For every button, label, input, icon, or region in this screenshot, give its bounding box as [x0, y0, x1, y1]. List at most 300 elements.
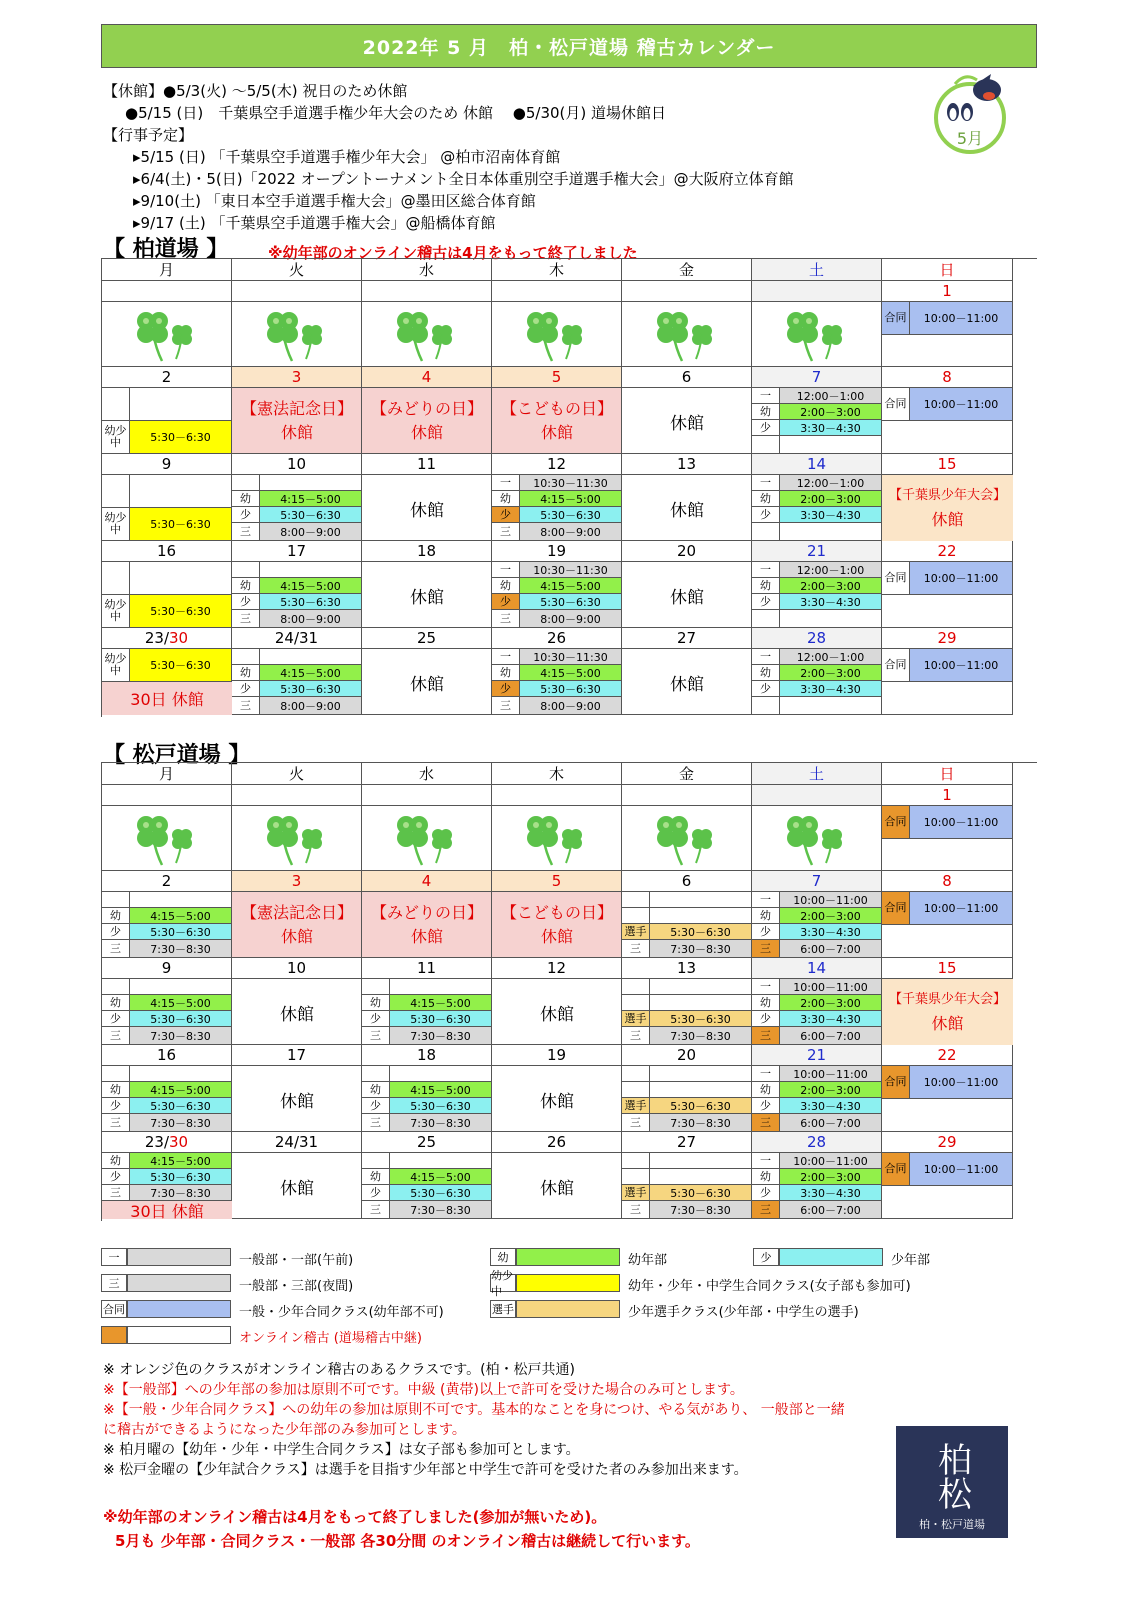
- note-1: ※ オレンジ色のクラスがオンライン稽古のあるクラスです。(柏・松戸共通): [103, 1362, 576, 1378]
- date-30: 30: [169, 1133, 189, 1151]
- class-tag: 幼: [102, 1153, 130, 1169]
- class-tag: 一: [752, 649, 780, 665]
- holiday-label: [492, 388, 622, 454]
- date-number: 1: [882, 785, 1013, 806]
- class-tag-empty: [232, 562, 260, 578]
- class-tag: 幼: [102, 995, 130, 1011]
- date-number: 19: [492, 541, 622, 562]
- clover-icon: [386, 305, 466, 365]
- holiday-text: 休館: [540, 927, 573, 946]
- date-number: 6: [622, 871, 752, 892]
- date-number: 18: [362, 541, 492, 562]
- class-time-empty: [780, 697, 882, 715]
- class-tag: 幼: [492, 578, 520, 594]
- class-time: 5:30－6:30: [260, 594, 362, 610]
- class-time-empty: [260, 475, 362, 491]
- closed-label: 休館: [410, 423, 443, 442]
- class-tag: 少: [492, 681, 520, 697]
- class-tag: 選手: [622, 1011, 650, 1027]
- legend-swatch: [127, 1326, 231, 1344]
- legend-swatch-tag: [101, 1326, 127, 1344]
- class-tag: 一: [492, 649, 520, 665]
- kashiwa-title: 【 柏道場 】: [103, 237, 229, 262]
- class-time-empty: [650, 1082, 752, 1098]
- class-tag: 幼: [492, 491, 520, 507]
- day-header: 木: [492, 259, 622, 281]
- date-number: 28: [752, 628, 882, 649]
- day-header: 月: [102, 259, 232, 281]
- date-number: 4: [362, 871, 492, 892]
- class-tag: 幼: [752, 665, 780, 681]
- class-time: 4:15－5:00: [390, 1169, 492, 1185]
- date-number: [622, 785, 752, 806]
- class-tag-empty: [362, 979, 390, 995]
- class-time: 4:15－5:00: [260, 578, 362, 594]
- closed-label: 休館: [670, 500, 704, 521]
- class-tag: 一: [752, 388, 780, 404]
- date-number: 8: [882, 367, 1013, 388]
- badge-month: 5月: [956, 129, 984, 148]
- closed-label: 休館: [540, 1091, 574, 1112]
- note-3b: に稽古ができるようになった少年部のみ参加可とします。: [103, 1422, 466, 1438]
- class-tag-empty: [102, 979, 130, 995]
- class-tag: 一: [752, 1153, 780, 1169]
- closed-label: 休館: [280, 423, 313, 442]
- holiday-name: 【こどもの日】: [500, 399, 613, 418]
- class-tag: 三: [622, 1114, 650, 1132]
- class-tag: 三: [362, 1201, 390, 1219]
- class-time-empty: [130, 1066, 232, 1082]
- date-number: 9: [102, 958, 232, 979]
- legend-tag: 少: [753, 1248, 779, 1266]
- class-time: 3:30－4:30: [780, 594, 882, 610]
- class-time: 7:30－8:30: [130, 1114, 232, 1132]
- clover-icon: [516, 305, 596, 365]
- class-time: 4:15－5:00: [390, 1082, 492, 1098]
- date-number: 24/31: [232, 1132, 362, 1153]
- date-number: [622, 281, 752, 302]
- class-tag: 少: [102, 1011, 130, 1027]
- class-tag: 幼: [232, 578, 260, 594]
- class-time: 7:30－8:30: [130, 1027, 232, 1045]
- clover-icon: [256, 305, 336, 365]
- class-tag-empty: [362, 1153, 390, 1169]
- class-time: 4:15－5:00: [130, 908, 232, 924]
- tournament-closed: [882, 475, 1013, 541]
- class-time: 5:30－6:30: [130, 1098, 232, 1114]
- date-number: 11: [362, 958, 492, 979]
- holiday-label: [492, 892, 622, 958]
- announcements: [103, 80, 923, 234]
- note-4: ※ 柏月曜の【幼年・少年・中学生合同クラス】は女子部も参加可とします。: [103, 1442, 580, 1458]
- class-tag: 幼: [362, 1082, 390, 1098]
- class-tag-empty: [752, 610, 780, 628]
- date-number: 15: [882, 958, 1013, 979]
- day-header: 日: [882, 259, 1013, 281]
- date-number: 19: [492, 1045, 622, 1066]
- holiday-label: [232, 892, 362, 958]
- class-tag-empty: [752, 436, 780, 454]
- class-tag: 少: [102, 1169, 130, 1185]
- class-time-empty: [390, 1066, 492, 1082]
- class-tag: 合同: [882, 806, 910, 839]
- class-tag: 三: [622, 1027, 650, 1045]
- legend-tag: 一: [101, 1248, 127, 1266]
- class-time: 2:00－3:00: [780, 665, 882, 681]
- date-number: 16: [102, 1045, 232, 1066]
- class-time: 5:30－6:30: [260, 507, 362, 523]
- class-tag-empty: [622, 1066, 650, 1082]
- class-tag: 三: [232, 610, 260, 628]
- date-number: 27: [622, 628, 752, 649]
- date-number: 24/31: [232, 628, 362, 649]
- class-tag-empty: [232, 649, 260, 665]
- class-time-empty: [650, 979, 752, 995]
- legend-swatch: [127, 1248, 231, 1266]
- class-tag: 三: [752, 1114, 780, 1132]
- closed-label: 休館: [280, 1091, 314, 1112]
- closed-label: 休館: [670, 413, 704, 434]
- legend-label: 少年選手クラス(少年部・中学生の選手): [628, 1305, 859, 1320]
- class-tag: 合同: [882, 892, 910, 925]
- tournament-text: 【千葉県少年大会】: [888, 992, 1006, 1007]
- class-time: 7:30－8:30: [650, 940, 752, 958]
- date-number: 1: [882, 281, 1013, 302]
- class-tag: 少: [102, 1098, 130, 1114]
- class-time: 10:30－11:30: [520, 562, 622, 578]
- class-tag: 少: [752, 507, 780, 523]
- class-time: 5:30－6:30: [650, 924, 752, 940]
- class-tag-empty: [102, 475, 130, 508]
- class-tag: 少: [492, 594, 520, 610]
- class-time: 8:00－9:00: [260, 697, 362, 715]
- class-tag: 少: [752, 1011, 780, 1027]
- legend-swatch: [127, 1300, 231, 1318]
- class-tag: 一: [492, 475, 520, 491]
- class-time: 10:00－11:00: [910, 1066, 1013, 1099]
- date-number: 5: [492, 871, 622, 892]
- class-tag: 幼: [232, 665, 260, 681]
- footer-line-2: 5月も 少年部・合同クラス・一般部 各30分間 のオンライン稽古は継続して行います。: [115, 1532, 700, 1550]
- class-time: 4:15－5:00: [520, 491, 622, 507]
- tournament-text: 【千葉県少年大会】: [888, 488, 1006, 503]
- matsudo-title: 【 松戸道場 】: [103, 743, 251, 768]
- class-time: 5:30－6:30: [130, 1011, 232, 1027]
- closed-label: 休館: [280, 1004, 314, 1025]
- date-number: 27: [622, 1132, 752, 1153]
- class-tag-empty: [362, 1066, 390, 1082]
- class-tag: 幼: [752, 491, 780, 507]
- legend-label: 一般・少年合同クラス(幼年部不可): [239, 1305, 444, 1320]
- class-tag: 三: [362, 1114, 390, 1132]
- matsudo-calendar: [101, 762, 1037, 1221]
- class-tag: 一: [752, 562, 780, 578]
- date-number: [102, 785, 232, 806]
- class-tag: 少: [752, 1185, 780, 1201]
- class-tag: 合同: [882, 562, 910, 595]
- tournament-closed: [882, 979, 1013, 1045]
- class-time: 5:30－6:30: [390, 1185, 492, 1201]
- class-time: 2:00－3:00: [780, 404, 882, 420]
- class-tag-empty: [622, 1169, 650, 1185]
- date-number: 7: [752, 871, 882, 892]
- day-header: 火: [232, 763, 362, 785]
- class-time: 5:30－6:30: [130, 1169, 232, 1185]
- class-tag: 幼: [102, 908, 130, 924]
- date-number: 4: [362, 367, 492, 388]
- class-time: 8:00－9:00: [520, 610, 622, 628]
- class-tag: 合同: [882, 302, 910, 335]
- date-number: 20: [622, 541, 752, 562]
- class-time: 4:15－5:00: [130, 1153, 232, 1169]
- legend-label: オンライン稽古 (道場稽古中継): [239, 1331, 422, 1346]
- class-time: 5:30－6:30: [650, 1011, 752, 1027]
- date-number: 2: [102, 367, 232, 388]
- class-time: 10:00－11:00: [910, 388, 1013, 421]
- class-tag: 合同: [882, 1066, 910, 1099]
- date-number: [492, 281, 622, 302]
- class-time: 6:00－7:00: [780, 940, 882, 958]
- class-time-empty: [650, 1066, 752, 1082]
- clover-icon: [516, 809, 596, 869]
- class-time: 5:30－6:30: [650, 1185, 752, 1201]
- class-time: 12:00－1:00: [780, 562, 882, 578]
- class-time: 5:30－6:30: [130, 421, 232, 454]
- class-time: 7:30－8:30: [650, 1114, 752, 1132]
- class-time: 12:00－1:00: [780, 649, 882, 665]
- class-tag-empty: [102, 1066, 130, 1082]
- date-number: 25: [362, 1132, 492, 1153]
- class-time-empty: [390, 979, 492, 995]
- class-tag: 幼少中: [102, 508, 130, 541]
- class-time-empty: [130, 979, 232, 995]
- class-tag: 合同: [882, 649, 910, 682]
- closed-label: 休館: [410, 674, 444, 695]
- date-number: [102, 628, 232, 649]
- date-number: 16: [102, 541, 232, 562]
- date-23: 23/: [144, 1133, 170, 1151]
- class-time: 8:00－9:00: [260, 523, 362, 541]
- class-time: 2:00－3:00: [780, 1082, 882, 1098]
- class-tag: 幼少中: [102, 595, 130, 628]
- class-tag: 少: [752, 420, 780, 436]
- class-tag: 少: [362, 1098, 390, 1114]
- class-time: 5:30－6:30: [520, 594, 622, 610]
- day-header: 土: [752, 259, 882, 281]
- closure-line-2: ●5/15 (日) 千葉県空手道選手権少年大会のため 休館 ●5/30(月) 道場休館日: [125, 104, 667, 122]
- legend-label: 一般部・一部(午前): [239, 1253, 354, 1268]
- class-time: 4:15－5:00: [130, 995, 232, 1011]
- class-time: 12:00－1:00: [780, 475, 882, 491]
- class-time: 10:00－11:00: [780, 979, 882, 995]
- event-4: ▸9/17 (土) 「千葉県空手道選手権大会」@船橋体育館: [133, 214, 496, 232]
- class-time: 3:30－4:30: [780, 507, 882, 523]
- date-number: 20: [622, 1045, 752, 1066]
- class-tag: 三: [362, 1027, 390, 1045]
- date-number: 7: [752, 367, 882, 388]
- events-heading: 【行事予定】: [103, 126, 194, 144]
- class-time: 4:15－5:00: [260, 491, 362, 507]
- class-tag-empty: [622, 908, 650, 924]
- clover-icon: [646, 809, 726, 869]
- class-tag-empty: [102, 388, 130, 421]
- clover-icon: [646, 305, 726, 365]
- holiday-name: 【憲法記念日】: [240, 399, 353, 418]
- class-time: 7:30－8:30: [390, 1201, 492, 1219]
- day-header: 金: [622, 763, 752, 785]
- logo-mark: 柏松: [931, 1442, 972, 1510]
- class-tag: 幼: [752, 908, 780, 924]
- class-time: 10:00－11:00: [780, 1066, 882, 1082]
- closed-30: 30日 休館: [102, 1201, 232, 1219]
- date-number: 22: [882, 541, 1013, 562]
- class-tag: 少: [362, 1185, 390, 1201]
- class-time: 4:15－5:00: [520, 665, 622, 681]
- clover-icon: [776, 809, 856, 869]
- class-time: 6:00－7:00: [780, 1114, 882, 1132]
- class-time: 7:30－8:30: [130, 940, 232, 958]
- date-number: 28: [752, 1132, 882, 1153]
- closed-label: 休館: [670, 674, 704, 695]
- class-tag: 三: [232, 523, 260, 541]
- date-number: 22: [882, 1045, 1013, 1066]
- holiday-text: 【こどもの日】: [500, 903, 613, 922]
- date-number: 17: [232, 1045, 362, 1066]
- class-time: 3:30－4:30: [780, 1098, 882, 1114]
- class-time-empty: [260, 649, 362, 665]
- class-tag: 三: [752, 1027, 780, 1045]
- legend-label: 幼年・少年・中学生合同クラス(女子部も参加可): [628, 1279, 911, 1294]
- class-tag: 幼: [492, 665, 520, 681]
- legend-swatch: [516, 1300, 620, 1318]
- class-tag: 一: [752, 1066, 780, 1082]
- class-tag: 合同: [882, 1153, 910, 1186]
- class-tag: 幼: [752, 578, 780, 594]
- date-number: 21: [752, 1045, 882, 1066]
- class-time-empty: [130, 475, 232, 508]
- class-tag: 幼少中: [102, 421, 130, 454]
- date-number: 17: [232, 541, 362, 562]
- class-time: 5:30－6:30: [650, 1098, 752, 1114]
- class-tag: 幼: [752, 1169, 780, 1185]
- date-number: 18: [362, 1045, 492, 1066]
- holiday-text: 休館: [410, 927, 443, 946]
- kashiwa-notice: ※幼年部のオンライン稽古は4月をもって終了しました: [268, 244, 638, 262]
- closure-line-1: 【休館】●5/3(火) ～5/5(木) 祝日のため休館: [103, 82, 408, 100]
- class-tag: 幼: [752, 404, 780, 420]
- class-time: 2:00－3:00: [780, 908, 882, 924]
- class-tag: 少: [232, 507, 260, 523]
- date-number: 15: [882, 454, 1013, 475]
- class-time: 3:30－4:30: [780, 1011, 882, 1027]
- class-time: 5:30－6:30: [520, 681, 622, 697]
- class-time: 2:00－3:00: [780, 1169, 882, 1185]
- class-time-empty: [650, 892, 752, 908]
- legend-tag: 選手: [490, 1300, 516, 1318]
- class-time-empty: [650, 995, 752, 1011]
- closed-label: 休館: [670, 587, 704, 608]
- date-number: 14: [752, 454, 882, 475]
- class-tag: 三: [492, 610, 520, 628]
- date-number: [492, 785, 622, 806]
- date-number: 5: [492, 367, 622, 388]
- class-tag: 三: [102, 1027, 130, 1045]
- date-number: 29: [882, 1132, 1013, 1153]
- date-number: [232, 281, 362, 302]
- class-time: 5:30－6:30: [130, 924, 232, 940]
- class-time: 10:00－11:00: [910, 892, 1013, 925]
- class-time: 10:00－11:00: [910, 806, 1013, 839]
- legend-label: 一般部・三部(夜間): [239, 1279, 354, 1294]
- date-number: 3: [232, 367, 362, 388]
- class-tag-empty: [102, 892, 130, 908]
- class-time: 7:30－8:30: [130, 1185, 232, 1201]
- class-tag: 選手: [622, 1185, 650, 1201]
- class-tag: 少: [752, 1098, 780, 1114]
- class-tag: 少: [752, 681, 780, 697]
- class-time: 10:00－11:00: [910, 1153, 1013, 1186]
- clover-icon: [126, 305, 206, 365]
- class-tag: 少: [102, 924, 130, 940]
- class-time: 10:30－11:30: [520, 475, 622, 491]
- date-30: 30: [169, 629, 189, 647]
- clover-icon: [126, 809, 206, 869]
- class-time: 3:30－4:30: [780, 1185, 882, 1201]
- class-tag-empty: [622, 1153, 650, 1169]
- legend-tag: 幼: [490, 1248, 516, 1266]
- holiday-text: 【憲法記念日】: [240, 903, 353, 922]
- date-number: 10: [232, 958, 362, 979]
- date-number: [362, 281, 492, 302]
- class-tag: 三: [232, 697, 260, 715]
- class-tag: 三: [102, 1114, 130, 1132]
- class-tag-empty: [622, 979, 650, 995]
- class-tag-empty: [752, 523, 780, 541]
- note-5: ※ 松戸金曜の【少年試合クラス】は選手を目指す少年部と中学生で許可を受けた者のみ参加出来ます。: [103, 1462, 748, 1478]
- legend-swatch: [516, 1248, 620, 1266]
- event-3: ▸9/10(土) 「東日本空手道選手権大会」@墨田区総合体育館: [133, 192, 536, 210]
- holiday-label: [362, 892, 492, 958]
- date-number: 3: [232, 871, 362, 892]
- date-number: 26: [492, 1132, 622, 1153]
- class-time-empty: [130, 892, 232, 908]
- class-tag: 三: [492, 523, 520, 541]
- date-number: [102, 281, 232, 302]
- class-tag: 少: [232, 681, 260, 697]
- notes: [103, 1360, 845, 1480]
- class-time: 7:30－8:30: [390, 1114, 492, 1132]
- date-number: 29: [882, 628, 1013, 649]
- legend-tag: 合同: [101, 1300, 127, 1318]
- legend-swatch: [127, 1274, 231, 1292]
- class-tag: 一: [752, 475, 780, 491]
- day-header: 水: [362, 763, 492, 785]
- date-number: 13: [622, 454, 752, 475]
- class-tag: 少: [752, 924, 780, 940]
- class-time: 8:00－9:00: [260, 610, 362, 628]
- clover-icon: [386, 809, 466, 869]
- date-number: [102, 1132, 232, 1153]
- date-number: 21: [752, 541, 882, 562]
- date-number: 13: [622, 958, 752, 979]
- class-time-empty: [780, 436, 882, 454]
- class-time: 3:30－4:30: [780, 924, 882, 940]
- class-time-empty: [130, 562, 232, 595]
- closed-label: 休館: [540, 1004, 574, 1025]
- class-time-empty: [780, 523, 882, 541]
- class-tag-empty: [102, 562, 130, 595]
- class-tag: 少: [752, 594, 780, 610]
